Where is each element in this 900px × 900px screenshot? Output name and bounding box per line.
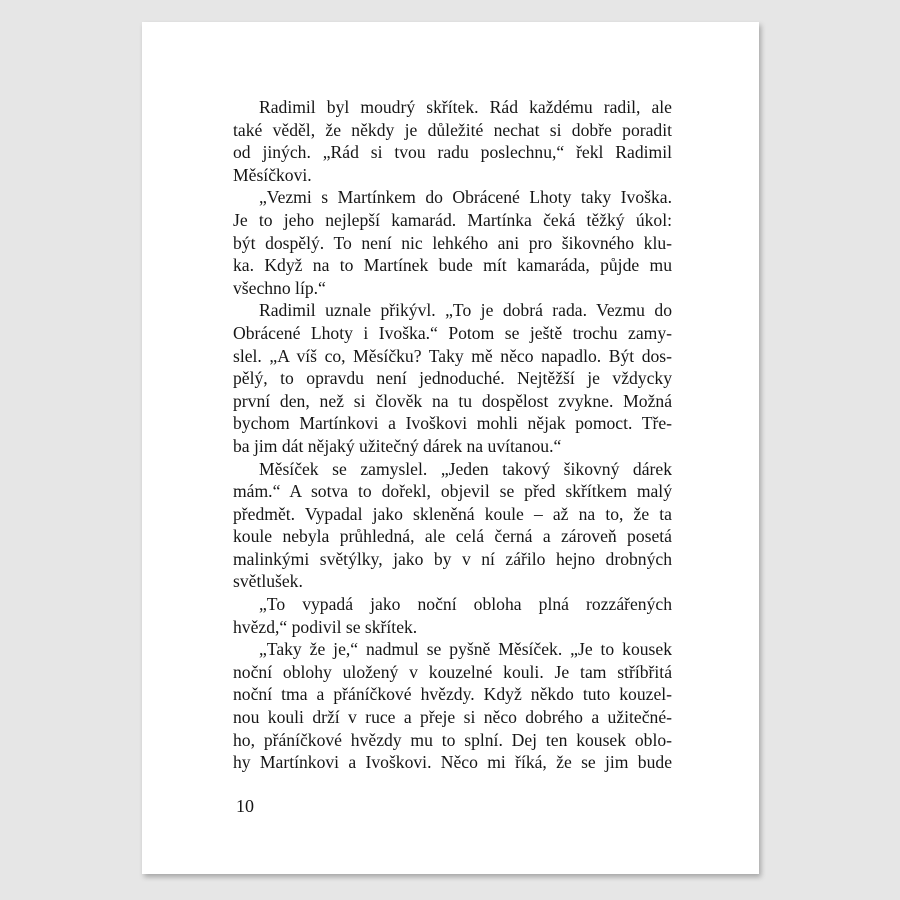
- text-line: noční oblohy uložený v kouzelné kouli. Je tam stříbřitá: [233, 661, 672, 682]
- page-number: 10: [236, 796, 254, 816]
- text-line: „Vezmi s Martínkem do Obrácené Lhoty taky Ivoška.: [259, 187, 672, 208]
- text-line: předmět. Vypadal jako skleněná koule – až na to, že ta: [233, 503, 672, 524]
- text-line: všechno líp.“: [233, 277, 326, 298]
- text-line: Radimil uznale přikývl. „To je dobrá rada. Vezmu do: [259, 300, 672, 321]
- text-line: koule nebyla průhledná, ale celá černá a zároveň posetá: [233, 526, 672, 547]
- text-line: Měsíčkovi.: [233, 164, 312, 185]
- text-line: ho, přáníčkové hvězdy mu to splní. Dej ten kousek oblo-: [233, 729, 672, 750]
- text-line: noční tma a přáníčkové hvězdy. Když někdo tuto kouzel-: [233, 684, 672, 705]
- text-line: Obrácené Lhoty i Ivoška.“ Potom se ještě trochu zamy-: [233, 322, 672, 343]
- text-line: Radimil byl moudrý skřítek. Rád každému radil, ale: [259, 97, 672, 117]
- text-line: hvězd,“ podivil se skřítek.: [233, 616, 418, 637]
- body-text: [233, 96, 672, 774]
- text-line: také věděl, že někdy je důležité nechat si dobře poradit: [233, 119, 672, 140]
- text-line: být dospělý. To není nic lehkého ani pro šikovného klu-: [233, 232, 672, 253]
- text-line: ka. Když na to Martínek bude mít kamaráda, půjde mu: [233, 255, 672, 276]
- text-line: ba jim dát nějaký užitečný dárek na uvítanou.“: [233, 435, 562, 456]
- text-line: malinkými světýlky, jako by v ní zářilo hejno drobných: [233, 548, 672, 569]
- text-line: „Taky že je,“ nadmul se pyšně Měsíček. „Je to kousek: [259, 639, 672, 660]
- text-line: Je to jeho nejlepší kamarád. Martínka čeká těžký úkol:: [233, 209, 672, 230]
- text-line: slel. „A víš co, Měsíčku? Taky mě něco napadlo. Být dos-: [233, 345, 672, 366]
- text-line: pělý, to opravdu není jednoduché. Nejtěžší je vždycky: [233, 368, 672, 389]
- text-line: světlušek.: [233, 571, 303, 592]
- text-line: od jiných. „Rád si tvou radu poslechnu,“ řekl Radimil: [233, 142, 672, 163]
- text-line: hy Martínkovi a Ivoškovi. Něco mi říká, že se jim bude: [233, 752, 672, 773]
- text-line: první den, než si člověk na tu dospělost zvykne. Možná: [233, 390, 672, 411]
- text-line: bychom Martínkovi a Ivoškovi mohli nějak pomoct. Tře-: [233, 413, 672, 434]
- text-line: nou kouli drží v ruce a přeje si něco dobrého a užitečné-: [233, 707, 672, 728]
- text-line: Měsíček se zamyslel. „Jeden takový šikovný dárek: [259, 458, 672, 479]
- book-page: [142, 22, 759, 874]
- text-line: mám.“ A sotva to dořekl, objevil se před skřítkem malý: [233, 481, 672, 502]
- text-line: „To vypadá jako noční obloha plná rozzářených: [259, 594, 672, 615]
